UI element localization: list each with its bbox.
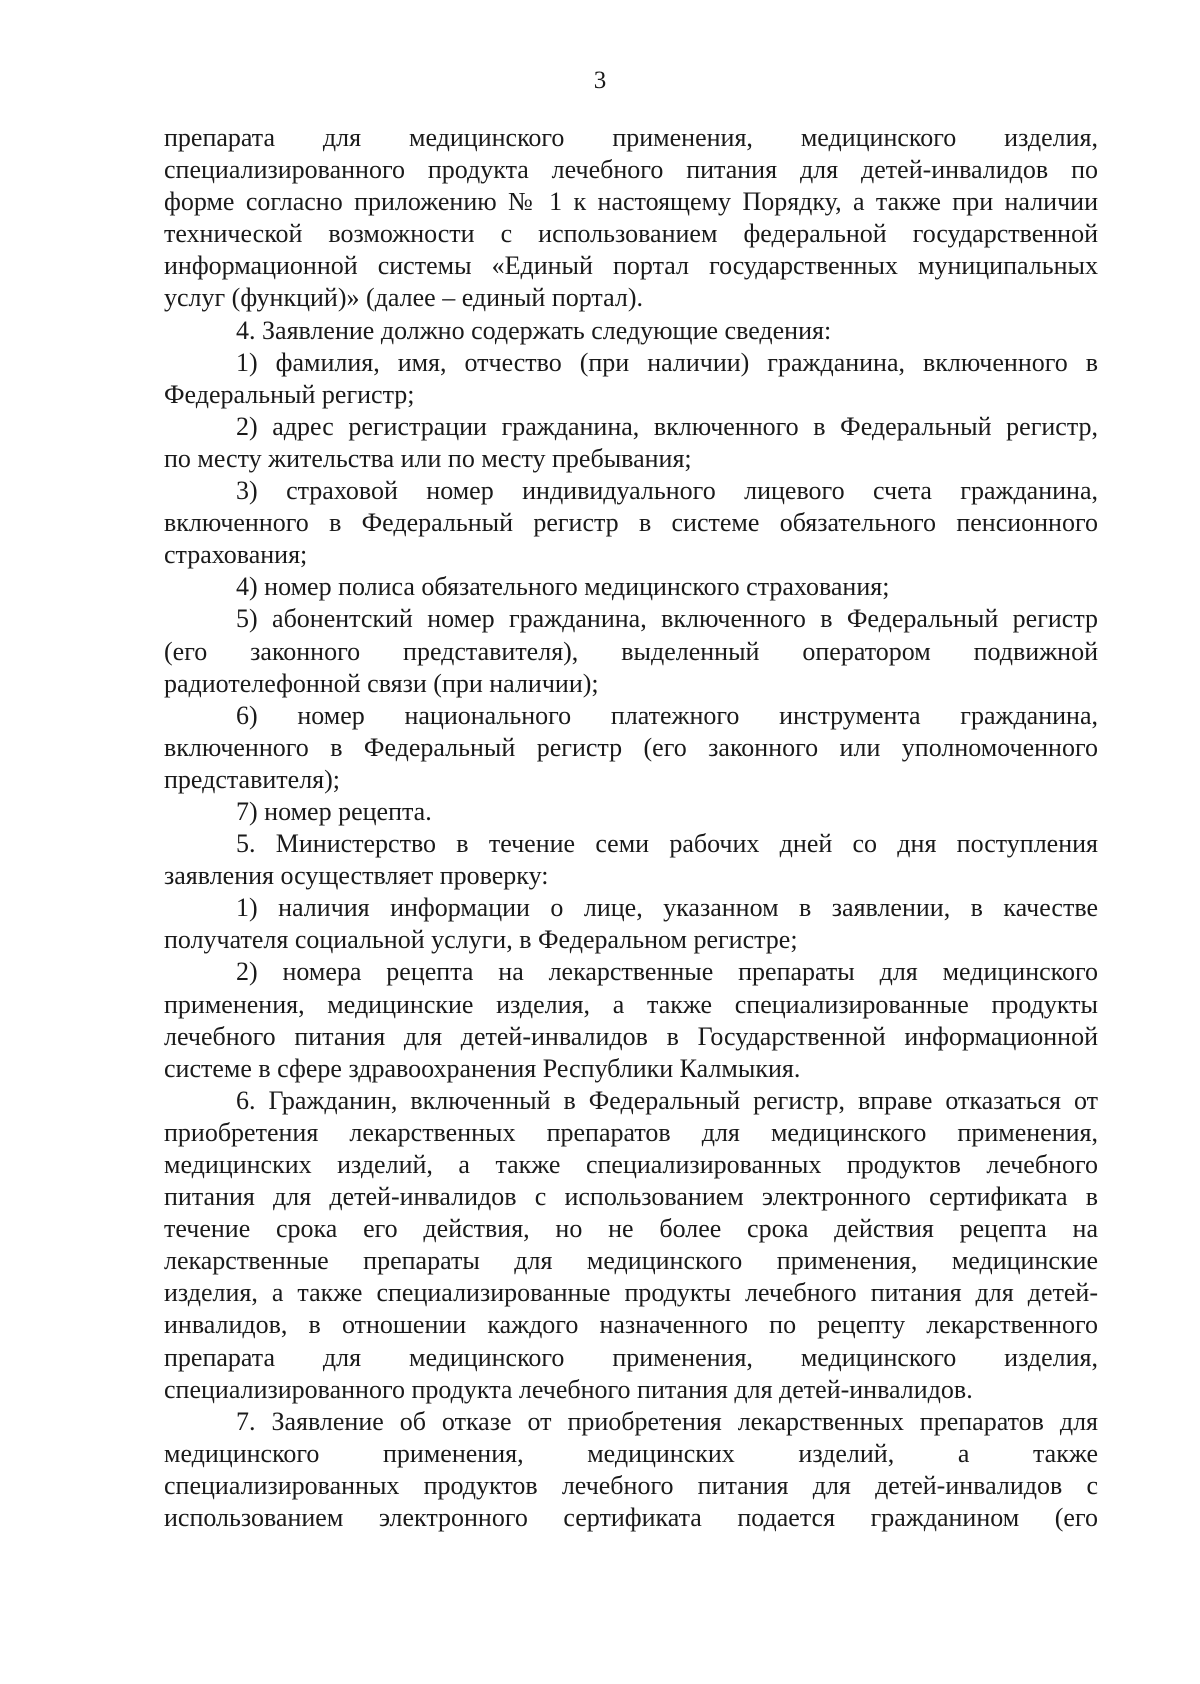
text-line: информационной системы «Единый портал государственных муниципальных (164, 251, 1098, 281)
text-line: 5. Министерство в течение семи рабочих дней со дня поступления (236, 829, 1098, 859)
text-line: 1) наличия информации о лице, указанном в заявлении, в качестве (236, 893, 1098, 923)
text-line: 1) фамилия, имя, отчество (при наличии) гражданина, включенного в (236, 347, 1098, 377)
document-body (164, 122, 1098, 1534)
text-line: системе в сфере здравоохранения Республики Калмыкия. (164, 1053, 801, 1083)
text-line: (его законного представителя), выделенный оператором подвижной (164, 636, 1098, 666)
text-line: услуг (функций)» (далее – единый портал). (164, 283, 643, 313)
text-line: страхования; (164, 540, 308, 570)
text-line: по месту жительства или по месту пребывания; (164, 443, 692, 473)
text-line: 6) номер национального платежного инструмента гражданина, (236, 700, 1098, 730)
text-line: лечебного питания для детей-инвалидов в Государственной информационной (164, 1021, 1098, 1051)
text-line: 2) адрес регистрации гражданина, включенного в Федеральный регистр, (236, 411, 1098, 441)
text-line: применения, медицинские изделия, а также специализированные продукты (164, 989, 1098, 1019)
text-line: препарата для медицинского применения, медицинского изделия, (164, 1342, 1098, 1372)
text-line: технической возможности с использованием федеральной государственной (164, 219, 1098, 249)
text-line: 4) номер полиса обязательного медицинского страхования; (236, 572, 890, 602)
text-line: специализированных продуктов лечебного питания для детей-инвалидов с (164, 1470, 1098, 1500)
text-line: изделия, а также специализированные продукты лечебного питания для детей- (164, 1278, 1098, 1308)
text-line: заявления осуществляет проверку: (164, 861, 549, 891)
text-line: Федеральный регистр; (164, 379, 415, 409)
text-line: препарата для медицинского применения, медицинского изделия, (164, 123, 1098, 152)
text-line: 2) номера рецепта на лекарственные препараты для медицинского (236, 957, 1098, 987)
text-line: использованием электронного сертификата подается гражданином (его (164, 1503, 1098, 1533)
text-line: питания для детей-инвалидов с использованием электронного сертификата в (164, 1182, 1098, 1212)
page-number: 3 (593, 67, 607, 94)
text-line: специализированного продукта лечебного питания для детей-инвалидов. (164, 1374, 973, 1404)
text-line: 7) номер рецепта. (236, 796, 432, 826)
text-line: 5) абонентский номер гражданина, включенного в Федеральный регистр (236, 604, 1098, 634)
text-line: лекарственные препараты для медицинского применения, медицинские (164, 1246, 1098, 1276)
text-line: 3) страховой номер индивидуального лицевого счета гражданина, (236, 476, 1098, 506)
text-line: радиотелефонной связи (при наличии); (164, 668, 599, 698)
text-line: включенного в Федеральный регистр в системе обязательного пенсионного (164, 508, 1098, 538)
text-line: 6. Гражданин, включенный в Федеральный регистр, вправе отказаться от (236, 1085, 1098, 1115)
text-line: получателя социальной услуги, в Федеральном регистре; (164, 925, 798, 955)
text-line: приобретения лекарственных препаратов для медицинского применения, (164, 1117, 1098, 1147)
text-line: течение срока его действия, но не более срока действия рецепта на (164, 1214, 1098, 1244)
text-line: 7. Заявление об отказе от приобретения лекарственных препаратов для (236, 1406, 1098, 1436)
text-line: медицинских изделий, а также специализированных продуктов лечебного (164, 1150, 1098, 1179)
text-line: включенного в Федеральный регистр (его законного или уполномоченного (164, 732, 1098, 762)
text-line: 4. Заявление должно содержать следующие сведения: (236, 315, 832, 345)
text-line: инвалидов, в отношении каждого назначенного по рецепту лекарственного (164, 1310, 1098, 1340)
text-line: форме согласно приложению № 1 к настоящему Порядку, а также при наличии (164, 187, 1098, 217)
text-line: специализированного продукта лечебного питания для детей-инвалидов по (164, 155, 1098, 185)
text-line: представителя); (164, 764, 341, 794)
text-line: медицинского применения, медицинских изделий, а также (164, 1438, 1098, 1468)
